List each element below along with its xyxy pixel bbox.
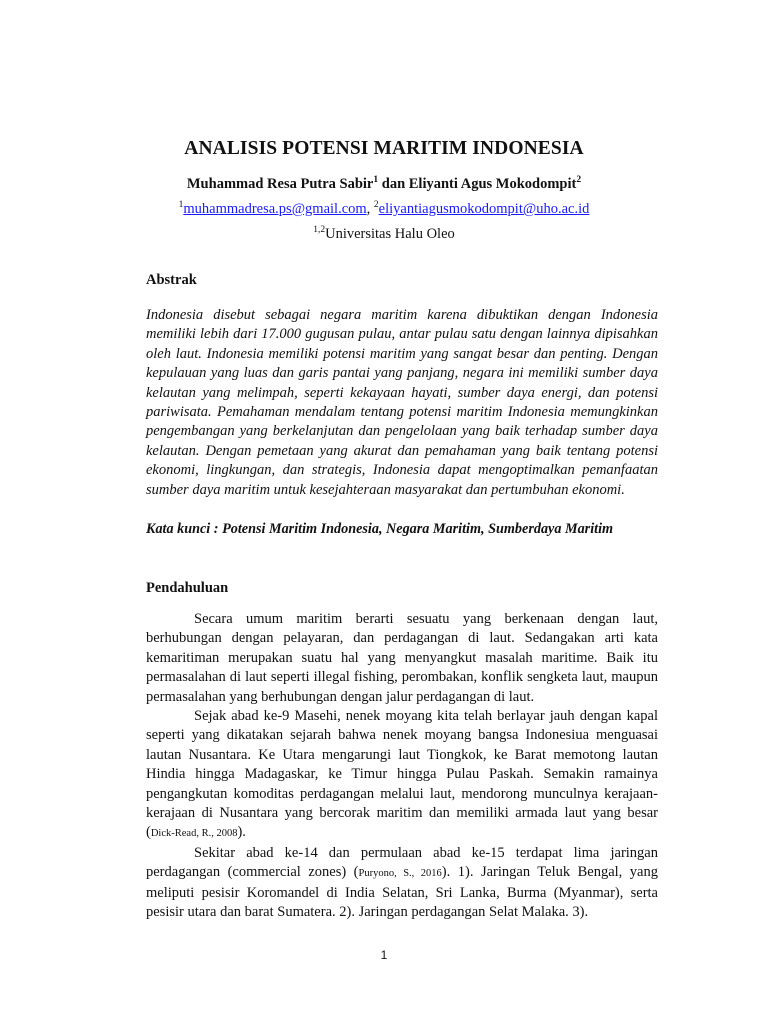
affiliation-mark: 1,2 [313,225,326,235]
email-separator: , [366,201,374,217]
paper-title: ANALISIS POTENSI MARITIM INDONESIA [184,138,584,159]
keywords-line: Kata kunci : Potensi Maritim Indonesia, Negara Maritim, Sumberdaya Maritim [146,521,614,537]
intro-paragraph-1: Secara umum maritim berarti sesuatu yang berkenaan dengan laut, berhubungan dengan pelayaran, dan perdagangan di laut. Sedangakan arti kata kemaritiman merupakan suatu hal yang menyangkut masalah maritime. Baik itu permasalahan di laut seperti illegal fishing, perombakan, konflik sengketa laut, maupun permasalahan yang berhubungan dengan jalur perdagangan di laut. [146,611,658,705]
intro-body [146,610,658,923]
author-connector: dan [378,176,409,192]
citation-dick-read: Dick-Read, R., 2008 [150,828,238,840]
intro-heading: Pendahuluan [146,580,229,596]
email-link-1[interactable]: muhammadresa.ps@gmail.com [183,201,367,217]
abstract-text: Indonesia disebut sebagai negara maritim karena dibuktikan dengan Indonesia memiliki lebih dari 17.000 gugusan pulau, antar pulau satu dengan lainnya dipisahkan oleh laut. Indonesia memiliki potensi maritim yang sangat besar dan penting. Dengan kepulauan yang luas dan garis pantai yang panjang, negara ini memiliki sumber daya kelautan yang melimpah, seperti kekayaan hayati, sumber daya energi, dan potensi pariwisata. Pemahaman mendalam tentang potensi maritim Indonesia memungkinkan pengembangan yang berkelanjutan dan pengelolaan yang baik terhadap sumber daya kelautan. Dengan pemetaan yang akurat dan pemahaman yang baik tentang potensi ekonomi, lingkungan, dan strategis, Indonesia dapat mengoptimalkan pemanfaatan sumber daya maritim untuk kesejahteraan masyarakat dan pertumbuhan ekonomi. [146,307,658,498]
citation-puryono: Puryono, S., 2016 [358,868,442,880]
author-1-mark: 1 [373,175,379,185]
paragraph-2-text: Sejak abad ke-9 Masehi, nenek moyang kita telah berlayar jauh dengan kapal seperti yang dikatakan sejarah bahwa nenek moyang bangsa Indonesiua menguasai lautan Nusantara. Ke Utara mengarungi laut Tiongkok, ke Barat memotong lautan Hindia hingga Madagaskar, ke Timur hingga Pulau Paskah. Semakin ramainya pengangkutan komoditas perdagangan melalui laut, mendorong munculnya kerajaan-kerajaan di Nusantara yang bercorak maritim dan memiliki armada laut yang besar ( [146,708,658,841]
paragraph-3-end: ). 1). Jaringan Teluk Bengal, yang meliputi pesisir Koromandel di India Selatan, Sri Lanka, Burma (Myanmar), serta pesisir utara dan barat Sumatera. 2). Jaringan perdagangan Selat Malaka. 3). [146,864,658,921]
author-2-mark: 2 [576,175,582,185]
affiliation-line [0,226,768,243]
page-number: 1 [380,948,388,962]
paragraph-2-end: ). [237,824,246,841]
email-1-mark: 1 [178,200,184,210]
intro-paragraph-3 [146,844,658,923]
author-2-name: Eliyanti Agus Mokodompit [408,176,577,192]
intro-paragraph-2 [146,707,658,844]
email-2-mark: 2 [373,200,379,210]
affiliation-name: Universitas Halu Oleo [325,226,455,242]
abstract-heading: Abstrak [146,272,197,288]
author-1-name: Muhammad Resa Putra Sabir [186,176,374,192]
email-line [0,201,768,218]
author-line [0,176,768,193]
email-link-2[interactable]: eliyantiagusmokodompit@uho.ac.id [378,201,590,217]
paragraph-3-text: Sekitar abad ke-14 dan permulaan abad ke-15 terdapat lima jaringan perdagangan (commercial zones) ( [146,844,658,881]
